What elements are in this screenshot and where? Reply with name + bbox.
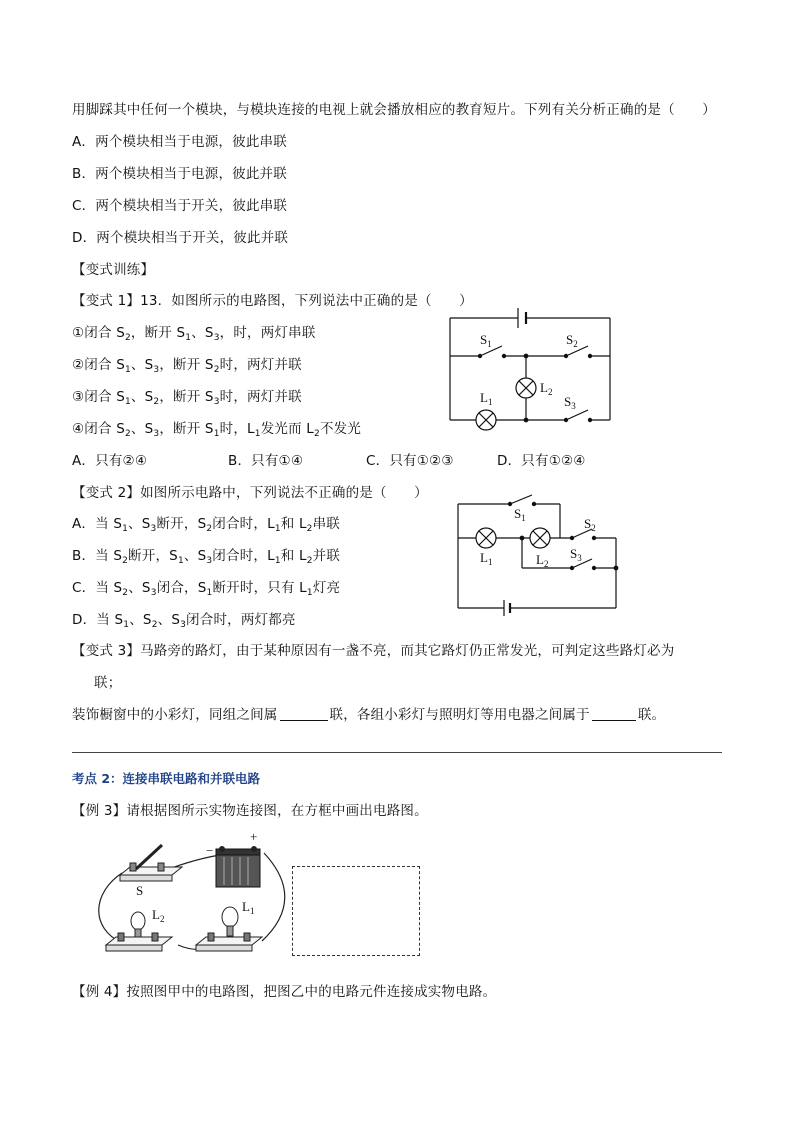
kaodian-heading: 考点 2：连接串联电路和并联电路 <box>72 771 261 786</box>
battery-plus: + <box>250 829 258 844</box>
label-l1: $L_1$ <box>480 390 493 407</box>
variant-1-stem <box>72 291 473 311</box>
variant-2-text: 如图所示电路中，下列说法不正确的是（ ） <box>140 485 428 501</box>
label-l2: $L_2$ <box>152 907 165 924</box>
variant-1-label: 【变式 1】 <box>72 293 141 309</box>
option-c: C．两个模块相当于开关，彼此串联 <box>72 198 288 214</box>
label-s1: $S_1$ <box>480 332 492 349</box>
v1-item-4: ④闭合 $S_2$、$S_3$，断开 $S_1$时，$L_1$发光而 $L_2$不发光 <box>72 421 362 439</box>
v2-option-a: A．当 $S_1$、$S_3$断开，$S_2$闭合时，$L_1$和 $L_2$串联 <box>72 516 341 534</box>
ex3-physical-circuit <box>92 829 292 963</box>
variant-2-label: 【变式 2】 <box>72 485 141 501</box>
v2-option-c: C．当 $S_2$、$S_3$闭合，$S_1$断开时，只有 $L_1$灯亮 <box>72 580 341 598</box>
v1-item-1: ①闭合 $S_2$，断开 $S_1$、$S_3$，时，两灯串联 <box>72 325 316 343</box>
example-3-text: 请根据图所示实物连接图，在方框中画出电路图。 <box>126 803 428 819</box>
v1-option-d: D．只有①②④ <box>497 453 586 469</box>
label-s: S <box>136 883 144 898</box>
example-4 <box>72 982 496 1002</box>
label-l2: $L_2$ <box>536 552 549 569</box>
example-3 <box>72 801 428 821</box>
battery-minus: − <box>206 843 214 858</box>
label-s3: $S_3$ <box>564 394 576 411</box>
variant-3-line-2: 联； <box>94 675 122 691</box>
label-s3: $S_3$ <box>570 546 582 563</box>
label-s1: $S_1$ <box>514 506 526 523</box>
battery-object <box>216 846 260 887</box>
label-l1: $L_1$ <box>242 899 255 916</box>
label-l1: $L_1$ <box>480 550 493 567</box>
section-heading-variant: 【变式训练】 <box>72 262 155 278</box>
example-4-text: 按照图甲中的电路图，把图乙中的电路元件连接成实物电路。 <box>126 984 497 1000</box>
v2-option-b: B．当 $S_2$断开，$S_1$、$S_3$闭合时，$L_1$和 $L_2$并联 <box>72 548 341 566</box>
v1-item-2: ②闭合 $S_1$、$S_3$，断开 $S_2$时，两灯并联 <box>72 357 302 375</box>
v2-option-d: D．当 $S_1$、$S_2$、$S_3$闭合时，两灯都亮 <box>72 612 296 630</box>
wire-right <box>262 853 285 941</box>
v2-circuit-diagram <box>452 490 627 615</box>
answer-drawing-box[interactable] <box>292 866 420 956</box>
v1-option-a: A．只有②④ <box>72 453 148 469</box>
label-s2: $S_2$ <box>566 332 578 349</box>
example-3-label: 【例 3】 <box>72 803 127 819</box>
variant-3-line-1: 【变式 3】马路旁的路灯，由于某种原因有一盏不亮，而其它路灯仍正常发光，可判定这些路灯必为 <box>72 643 675 659</box>
section-divider <box>72 752 722 753</box>
variant-3-label: 【变式 3】 <box>72 643 141 659</box>
v1-circuit-diagram <box>440 300 620 430</box>
label-s2: $S_2$ <box>584 516 596 533</box>
answer-blank-1[interactable] <box>280 706 328 721</box>
option-b: B．两个模块相当于电源，彼此并联 <box>72 166 287 182</box>
switch-s-object <box>120 845 182 881</box>
switch-s3 <box>566 410 588 420</box>
answer-blank-2[interactable] <box>592 706 636 721</box>
question-stem: 用脚踩其中任何一个模块，与模块连接的电视上就会播放相应的教育短片。下列有关分析正确的是（ ） <box>72 102 716 118</box>
v1-option-b: B．只有①④ <box>228 453 304 469</box>
switch-s1 <box>510 495 532 504</box>
label-l2: $L_2$ <box>540 380 553 397</box>
example-4-label: 【例 4】 <box>72 984 127 1000</box>
v1-option-c: C．只有①②③ <box>366 453 454 469</box>
v1-item-3: ③闭合 $S_1$、$S_2$，断开 $S_3$时，两灯并联 <box>72 389 302 407</box>
variant-1-text: 13．如图所示的电路图，下列说法中正确的是（ ） <box>140 293 473 309</box>
variant-2-stem <box>72 483 428 503</box>
option-a: A．两个模块相当于电源，彼此串联 <box>72 134 287 150</box>
variant-3-line-3: 装饰橱窗中的小彩灯，同组之间属 联，各组小彩灯与照明灯等用电器之间属于 联。 <box>72 707 666 723</box>
option-d: D．两个模块相当于开关，彼此并联 <box>72 230 289 246</box>
